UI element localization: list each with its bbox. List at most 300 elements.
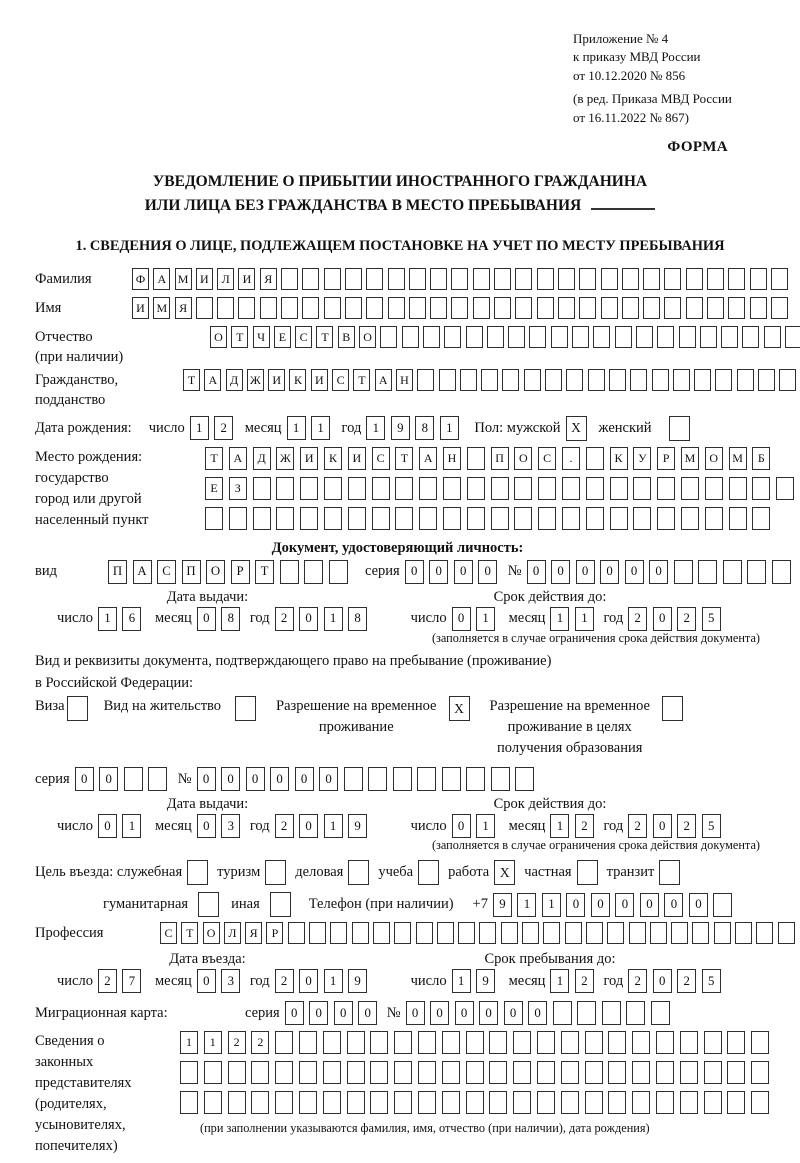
checkbox-purpose-work: X [494, 860, 515, 885]
label-resdoc-issue-date: Дата выдачи: [166, 796, 249, 813]
char-cell [380, 326, 397, 348]
label-iddoc-number: № [507, 563, 522, 580]
char-cell: О [206, 560, 225, 584]
char-cell [752, 507, 770, 530]
char-cell [513, 1061, 531, 1084]
header-reference-block [573, 0, 765, 127]
cells-resdoc-issue-month [197, 814, 246, 838]
char-cell [579, 297, 596, 319]
char-cell [561, 1031, 579, 1054]
char-cell [632, 1061, 650, 1084]
char-cell: 2 [98, 969, 117, 993]
char-cell [537, 297, 554, 319]
char-cell [148, 767, 167, 791]
char-cell [451, 268, 468, 290]
char-cell: П [491, 447, 509, 470]
char-cell [608, 1091, 626, 1114]
char-cell [253, 507, 271, 530]
char-cell [537, 1031, 555, 1054]
char-cell [577, 1001, 596, 1025]
spacer [459, 904, 473, 905]
char-cell: 2 [251, 1031, 269, 1054]
row-entry-dates-header [35, 950, 765, 969]
char-cell: 0 [649, 560, 668, 584]
char-cell [205, 507, 223, 530]
char-cell: 9 [348, 969, 367, 993]
char-cell: 0 [551, 560, 570, 584]
char-cell: С [538, 447, 556, 470]
char-cell [304, 560, 323, 584]
char-cell: 1 [550, 607, 569, 631]
char-cell [439, 369, 456, 391]
label-phone-prefix: +7 [472, 896, 488, 913]
char-cell [348, 477, 366, 500]
char-cell [491, 767, 510, 791]
label-purpose-transit: транзит [606, 864, 655, 881]
char-cell [352, 922, 369, 944]
char-cell [494, 268, 511, 290]
field-label-line: государство [35, 469, 109, 486]
field-label-line: представителях [35, 1075, 132, 1092]
char-cell: П [182, 560, 201, 584]
char-cell [664, 268, 681, 290]
cells-stay-month [550, 969, 599, 993]
label-purpose-official: Цель въезда: служебная [35, 864, 183, 881]
char-cell [515, 297, 532, 319]
char-cell [330, 922, 347, 944]
form-label: ФОРМА [667, 139, 728, 156]
header-line: от 16.11.2022 № 867) [573, 109, 690, 125]
char-cell [366, 297, 383, 319]
char-cell [681, 477, 699, 500]
char-cell: М [153, 297, 170, 319]
label-day: число [57, 610, 93, 627]
char-cell: 0 [299, 969, 318, 993]
label-resdoc-valid-until: Срок действия до: [493, 796, 607, 813]
row-purpose [35, 860, 765, 885]
char-cell [275, 1031, 293, 1054]
spacer [35, 959, 120, 960]
checkbox-label-line: проживание [318, 719, 394, 736]
spacer [300, 597, 445, 598]
char-cell [629, 922, 646, 944]
checkbox-temp-residence-permit-item [276, 696, 469, 738]
label-birthplace [35, 447, 205, 531]
char-cell: Е [274, 326, 291, 348]
char-cell: Н [443, 447, 461, 470]
checkbox-purpose-other [270, 892, 291, 917]
char-cell: К [610, 447, 628, 470]
label-iddoc-heading: Документ, удостоверяющий личность: [271, 539, 524, 556]
char-cell [324, 477, 342, 500]
char-cell [657, 477, 675, 500]
char-cell: С [295, 326, 312, 348]
char-cell: 3 [221, 814, 240, 838]
char-cell [610, 477, 628, 500]
char-cell [329, 560, 348, 584]
char-cell: А [204, 369, 221, 391]
char-cell: Д [253, 447, 271, 470]
char-cell [543, 922, 560, 944]
spacer [439, 872, 448, 873]
char-cell: 0 [295, 767, 314, 791]
char-cell [395, 507, 413, 530]
char-cell: И [196, 268, 213, 290]
char-cell [752, 477, 770, 500]
spacer [286, 872, 295, 873]
char-cell [572, 326, 589, 348]
char-cell [750, 297, 767, 319]
label-givenname: Имя [35, 299, 62, 316]
char-cell [524, 369, 541, 391]
char-cell: Т [205, 447, 223, 470]
label-migration-number: № [386, 1004, 401, 1021]
spacer [35, 597, 120, 598]
char-cell: Р [657, 447, 675, 470]
char-cell [489, 1091, 507, 1114]
spacer [373, 826, 411, 827]
checkbox-label [276, 696, 436, 738]
char-cell: 1 [366, 416, 385, 440]
row-resdoc-dates [35, 814, 765, 838]
cells-iddoc-type [108, 560, 353, 584]
char-cell: 2 [677, 969, 696, 993]
char-cell [558, 297, 575, 319]
char-cell [742, 326, 759, 348]
char-cell: 1 [550, 969, 569, 993]
char-cell [610, 507, 628, 530]
char-cell [721, 326, 738, 348]
char-cell [586, 447, 604, 470]
char-cell: 8 [221, 607, 240, 631]
label-year: год [603, 972, 624, 989]
field-label-line: Сведения о [35, 1033, 105, 1050]
char-cell: Т [395, 447, 413, 470]
cells-resdoc-series [75, 767, 173, 791]
checkbox-temp-residence-education [662, 696, 683, 721]
char-cell: Н [396, 369, 413, 391]
char-cell [537, 1061, 555, 1084]
spacer [300, 959, 445, 960]
char-cell [251, 1061, 269, 1084]
label-month: месяц [244, 420, 282, 437]
char-cell: А [133, 560, 152, 584]
char-cell: В [338, 326, 355, 348]
char-cell: А [153, 268, 170, 290]
checkbox-label-line: Разрешение на временное [276, 698, 437, 715]
char-cell: Ф [132, 268, 149, 290]
char-cell: 0 [406, 1001, 425, 1025]
char-cell [409, 297, 426, 319]
cells-resdoc-valid-month [550, 814, 599, 838]
cells-citizenship [183, 369, 800, 391]
cells-iddoc-valid-day [452, 607, 501, 631]
label-month: месяц [154, 817, 192, 834]
checkbox-residence-permit-item [104, 696, 256, 721]
char-cell [656, 1091, 674, 1114]
char-cell: Ж [247, 369, 264, 391]
label-month: месяц [508, 972, 546, 989]
char-cell [467, 477, 485, 500]
char-cell: А [419, 447, 437, 470]
char-cell [229, 507, 247, 530]
label-purpose-other: иная [231, 896, 260, 913]
char-cell: 0 [197, 767, 216, 791]
char-cell [443, 507, 461, 530]
row-iddoc-heading [35, 539, 765, 558]
checkbox-purpose-tourism [265, 860, 286, 885]
char-cell: 0 [664, 893, 683, 917]
char-cell: 9 [476, 969, 495, 993]
char-cell [323, 1061, 341, 1084]
char-cell [630, 369, 647, 391]
char-cell [204, 1091, 222, 1114]
char-cell [565, 922, 582, 944]
char-cell: 0 [566, 893, 585, 917]
row-givenname [35, 297, 765, 319]
char-cell: О [210, 326, 227, 348]
char-cell [680, 1031, 698, 1054]
char-cell [785, 326, 800, 348]
char-cell [633, 507, 651, 530]
char-cell [553, 1001, 572, 1025]
char-cell: 2 [628, 969, 647, 993]
cells-iddoc-issue-year [275, 607, 373, 631]
char-cell [561, 1091, 579, 1114]
char-cell: 0 [197, 814, 216, 838]
char-cell [622, 297, 639, 319]
char-cell: 2 [275, 814, 294, 838]
char-cell: 1 [122, 814, 141, 838]
char-cell [418, 1061, 436, 1084]
cells-phone [493, 893, 738, 917]
label-purpose-business: деловая [295, 864, 344, 881]
char-cell: 0 [454, 560, 473, 584]
checkbox-label-line: Виза [35, 698, 65, 715]
header-line: к приказу МВД России [573, 49, 701, 65]
row-resdoc-note [35, 838, 765, 854]
spacer [219, 904, 231, 905]
char-cell: 0 [452, 814, 471, 838]
char-cell [632, 1091, 650, 1114]
char-cell [466, 767, 485, 791]
char-cell: 0 [653, 607, 672, 631]
char-cell [417, 369, 434, 391]
char-cell: 0 [270, 767, 289, 791]
label-year: год [603, 610, 624, 627]
cells-iddoc-issue-day [98, 607, 147, 631]
char-cell [466, 326, 483, 348]
char-cell [372, 507, 390, 530]
label-patronymic: Отчество [35, 328, 93, 345]
label-representatives [35, 1031, 180, 1157]
char-cell [494, 297, 511, 319]
cells-stay-year [628, 969, 726, 993]
row-resdoc-series [35, 767, 765, 791]
char-cell: О [705, 447, 723, 470]
char-cell [345, 297, 362, 319]
label-purpose-private: частная [524, 864, 572, 881]
label-day: число [57, 972, 93, 989]
label-iddoc-type: вид [35, 563, 57, 580]
char-cells [205, 447, 800, 470]
char-cell [370, 1061, 388, 1084]
char-cells [180, 1061, 775, 1084]
char-cell [643, 297, 660, 319]
row-patronymic-note [35, 348, 765, 367]
row-iddoc-dates [35, 607, 765, 631]
char-cell [779, 369, 796, 391]
char-cell [626, 1001, 645, 1025]
cells-entry-year [275, 969, 373, 993]
char-cell [444, 326, 461, 348]
char-cell [394, 1091, 412, 1114]
char-cells [180, 1091, 775, 1114]
cells-resdoc-valid-year [628, 814, 726, 838]
checkbox-label [490, 696, 650, 759]
char-cell [747, 560, 766, 584]
char-cell [418, 1091, 436, 1114]
char-cell: 0 [358, 1001, 377, 1025]
char-cell [633, 477, 651, 500]
char-cell [778, 922, 795, 944]
spacer [657, 428, 669, 429]
char-cell: А [375, 369, 392, 391]
char-cell: 1 [324, 607, 343, 631]
char-cells [205, 507, 800, 530]
char-cell [608, 1061, 626, 1084]
label-month: месяц [154, 610, 192, 627]
spacer [137, 428, 149, 429]
label-resdoc-series: серия [35, 770, 70, 787]
char-cell: 2 [275, 969, 294, 993]
char-cell [402, 326, 419, 348]
char-cell: 0 [75, 767, 94, 791]
char-cell [674, 560, 693, 584]
char-cell: Т [353, 369, 370, 391]
checkbox-label-line: Разрешение на временное [489, 698, 650, 715]
char-cell [514, 477, 532, 500]
char-cell: 0 [600, 560, 619, 584]
char-cell [586, 922, 603, 944]
char-cell: 1 [324, 969, 343, 993]
char-cell: 0 [452, 607, 471, 631]
label-birthdate: Дата рождения: [35, 420, 132, 437]
char-cell: 0 [99, 767, 118, 791]
row-profession [35, 922, 765, 944]
char-cell [657, 507, 675, 530]
char-cell [466, 1061, 484, 1084]
char-cell: 9 [348, 814, 367, 838]
char-cell [467, 447, 485, 470]
representatives-note: (при заполнении указываются фамилия, имя, отчество (при наличии), дата рождения) [200, 1121, 650, 1136]
char-cell [344, 767, 363, 791]
char-cell: 2 [628, 607, 647, 631]
char-cell [715, 369, 732, 391]
char-cell [302, 268, 319, 290]
char-cell [204, 1061, 222, 1084]
char-cell: 0 [615, 893, 634, 917]
char-cell [409, 268, 426, 290]
char-cell: Т [231, 326, 248, 348]
char-cell: Т [316, 326, 333, 348]
field-label-line: попечителях) [35, 1138, 118, 1155]
char-cell [558, 268, 575, 290]
cells-iddoc-valid-month [550, 607, 599, 631]
char-cell: 0 [299, 814, 318, 838]
char-cell [347, 1091, 365, 1114]
checkbox-temp-residence-permit: X [449, 696, 470, 721]
label-resdoc-note: (заполняется в случае ограничения срока действия документа) [431, 838, 760, 853]
char-cell [300, 477, 318, 500]
char-cell [395, 477, 413, 500]
spacer [501, 826, 509, 827]
label-day: число [57, 817, 93, 834]
char-cell: 1 [542, 893, 561, 917]
char-cell [423, 326, 440, 348]
char-cell: 1 [476, 814, 495, 838]
char-cell [728, 297, 745, 319]
char-cell [585, 1031, 603, 1054]
row-citizenship-2 [35, 391, 765, 410]
checkbox-label-line: получения образования [497, 740, 643, 757]
char-cell: 0 [246, 767, 265, 791]
char-cell [180, 1061, 198, 1084]
char-cell [728, 268, 745, 290]
char-cell: 0 [479, 1001, 498, 1025]
label-year: год [249, 610, 270, 627]
label-day: число [410, 610, 447, 627]
char-cell: С [332, 369, 349, 391]
row-migration-card [35, 1001, 765, 1025]
char-cell [251, 1091, 269, 1114]
char-cell [551, 326, 568, 348]
char-cell [681, 507, 699, 530]
char-cell [281, 268, 298, 290]
char-cell: 0 [429, 560, 448, 584]
cells-iddoc-valid-year [628, 607, 726, 631]
label-day: число [148, 420, 185, 437]
char-cell: 7 [122, 969, 141, 993]
char-cell [299, 1031, 317, 1054]
cells-migration-number [406, 1001, 676, 1025]
char-cell: 5 [702, 969, 721, 993]
row-iddoc-note [35, 631, 765, 647]
char-cell [566, 369, 583, 391]
document-title [35, 170, 765, 218]
char-cell: 1 [324, 814, 343, 838]
char-cell: 0 [625, 560, 644, 584]
char-cell: 0 [653, 969, 672, 993]
char-cell: 0 [504, 1001, 523, 1025]
char-cell [713, 893, 732, 917]
char-cell [417, 767, 436, 791]
char-cell [280, 560, 299, 584]
char-cell: 1 [476, 607, 495, 631]
char-cell: 0 [285, 1001, 304, 1025]
char-cell [228, 1061, 246, 1084]
char-cell [345, 268, 362, 290]
char-cell: Т [255, 560, 274, 584]
char-cell [388, 297, 405, 319]
char-cell: 2 [677, 607, 696, 631]
label-patronymic-note: (при наличии) [35, 349, 124, 366]
label-iddoc-note: (заполняется в случае ограничения срока действия документа) [431, 630, 760, 645]
char-cell: М [729, 447, 747, 470]
char-cell [704, 1091, 722, 1114]
char-cell [481, 369, 498, 391]
char-cell [622, 268, 639, 290]
